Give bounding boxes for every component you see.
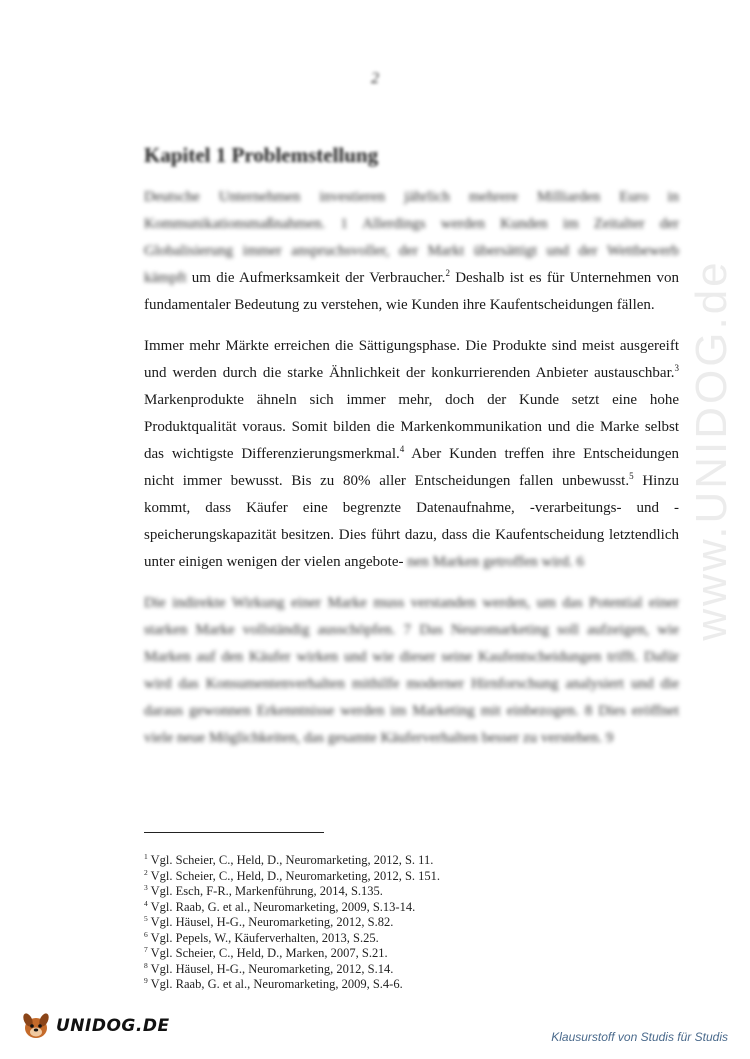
unidog-logo[interactable] <box>20 1010 170 1042</box>
footnote-item <box>144 946 664 962</box>
footnote-ref: 4 <box>399 444 405 454</box>
watermark: www.UNIDOG.de <box>687 259 736 641</box>
paragraph-text: Deshalb ist es für Unternehmen von fundamentaler Bedeutung zu verstehen, wie Kunden ihre Kaufentscheidungen fällen. <box>144 270 680 313</box>
footnote-item <box>144 931 664 947</box>
footnote-text: Vgl. Esch, F-R., Markenführung, 2014, S.135. <box>150 884 383 898</box>
footnote-number: 3 <box>144 882 148 892</box>
paragraph-3: Die indirekte Wirkung einer Marke muss verstanden werden, um das Potential einer starken Marke vollständig ausschöpfen. 7 Das Neuromarketing soll aufzeigen, wie Marken auf den Käufer wirken und wie dieser seine Kaufentscheidungen trifft. Dafür wird das Konsumentenverhalten mithilfe moderner Hirnforschung analysiert und die daraus gewonnen Erkenntnisse werden im Marketing mit einbezogen. 8 Dies eröffnet viele neue Möglichkeiten, das gesamte Käuferverhalten besser zu verstehen. 9 <box>144 595 679 746</box>
footnote-text: Vgl. Scheier, C., Held, D., Neuromarketing, 2012, S. 11. <box>150 853 434 867</box>
paragraph-text: Aber Kunden treffen ihre Entscheidungen nicht immer bewusst. Bis zu 80% aller Entscheidungen fallen unbewusst. <box>144 446 679 489</box>
footnote-text: Vgl. Scheier, C., Held, D., Marken, 2007, S.21. <box>150 946 388 960</box>
footnote-item <box>144 915 664 931</box>
dog-mascot-icon <box>20 1010 52 1042</box>
footnote-item <box>144 962 664 978</box>
footnote-text: Vgl. Pepels, W., Käuferverhalten, 2013, S.25. <box>150 930 379 945</box>
footnote-item <box>144 853 664 869</box>
page-number: 2 <box>371 70 379 87</box>
footnote-item <box>144 869 664 885</box>
paragraph-2 <box>144 333 679 576</box>
paragraph-text: Immer mehr Märkte erreichen die Sättigungsphase. Die Produkte sind meist ausgereift und werden durch die starke Ähnlichkeit der konkurrierenden Anbieter austauschbar. <box>144 338 679 381</box>
paragraph-1 <box>144 184 679 319</box>
blurred-text: nen Marken getroffen wird. 6 <box>407 554 584 570</box>
footnote-item <box>144 884 664 900</box>
footnote-text: Vgl. Raab, G. et al., Neuromarketing, 2009, S.4-6. <box>150 977 403 991</box>
footnote-text: Vgl. Scheier, C., Held, D., Neuromarketing, 2012, S. 151. <box>150 868 441 883</box>
tagline: Klausurstoff von Studis für Studis <box>551 1030 728 1044</box>
footnote-number: 1 <box>144 851 148 861</box>
footnote-number: 9 <box>144 975 148 985</box>
footnote-number: 8 <box>144 960 148 970</box>
footnote-ref: 2 <box>445 268 450 278</box>
logo-text: UNIDOG.DE <box>56 1016 170 1036</box>
paragraph-text: um die Aufmerksamkeit der Verbraucher. <box>191 270 446 286</box>
chapter-heading: Kapitel 1 Problemstellung <box>144 143 379 167</box>
document-body <box>144 143 679 766</box>
footnote-text: Vgl. Häusel, H-G., Neuromarketing, 2012, S.82. <box>150 915 394 929</box>
footnotes <box>144 853 664 993</box>
footnote-ref: 5 <box>629 471 634 481</box>
footnote-item <box>144 900 664 916</box>
paragraph-text: Markenprodukte ähneln sich immer mehr, doch der Kunde setzt eine hohe Produktqualität voraus. Somit bilden die Markenkommunikation und die Marke selbst das wichtigste Differenzierungsmerkmal. <box>144 392 679 462</box>
footnote-number: 6 <box>144 929 148 939</box>
footnote-number: 2 <box>144 867 148 877</box>
footnote-ref: 3 <box>674 363 679 373</box>
paragraph-text: Hinzu kommt, dass Käufer eine begrenzte Datenaufnahme, -verarbeitungs- und -speicherungskapazität besitzen. Dies führt dazu, dass die Kaufentscheidung letztendlich unter einigen wenigen der vielen angebote- <box>144 473 679 570</box>
footnote-text: Vgl. Raab, G. et al., Neuromarketing, 2009, S.13-14. <box>150 899 416 914</box>
footnote-separator <box>144 832 324 833</box>
footnote-number: 4 <box>144 898 148 908</box>
blurred-text: Deutsche Unternehmen investieren jährlich mehrere Milliarden Euro in Kommunikationsmaßnahmen. 1 Allerdings werden Kunden im Zeitalter der Globalisierung immer anspruchsvoller, der Markt übersättigt und der Wettbewerb kämpft <box>144 189 679 286</box>
footnote-number: 7 <box>144 944 148 954</box>
footnote-item <box>144 977 664 993</box>
footnote-number: 5 <box>144 913 148 923</box>
footnote-text: Vgl. Häusel, H-G., Neuromarketing, 2012, S.14. <box>150 961 394 976</box>
